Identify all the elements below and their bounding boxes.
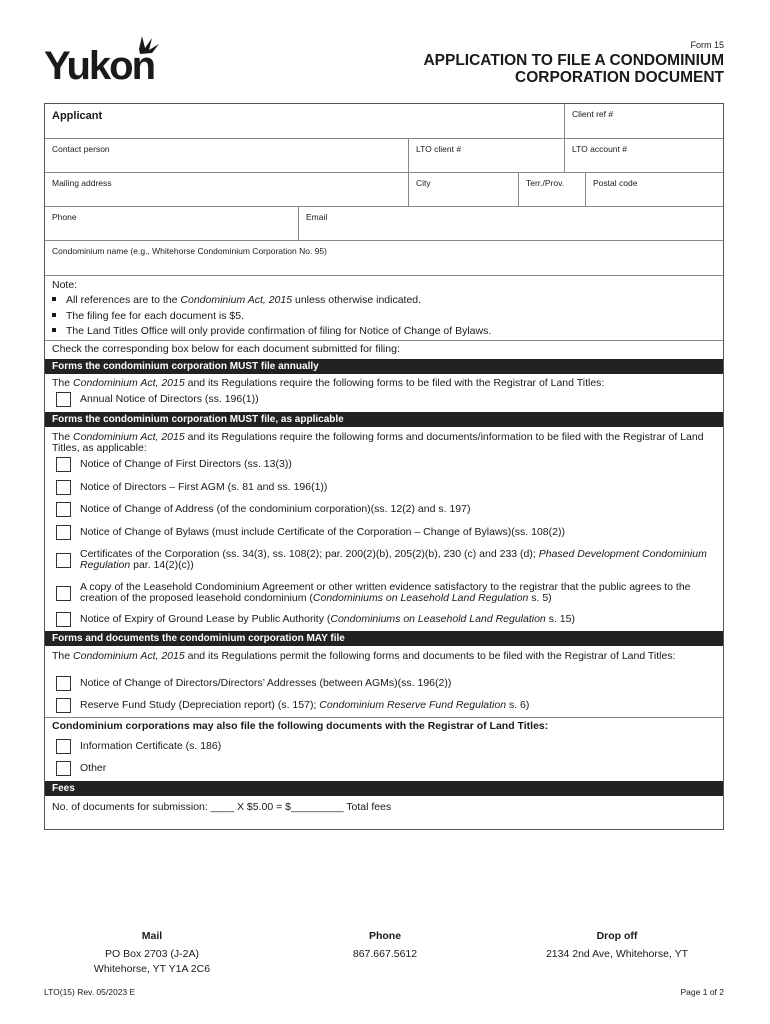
note-heading: Note: (52, 279, 78, 291)
note-bullet-3: The Land Titles Office will only provide confirmation of filing for Notice of Change of Bylaws. (52, 325, 491, 337)
lto-account-field[interactable]: LTO account # (565, 139, 723, 173)
client-ref-field[interactable]: Client ref # (565, 104, 723, 139)
checkbox[interactable] (56, 612, 71, 627)
mail-contact (62, 929, 242, 977)
section-bar-must-applicable: Forms the condominium corporation MUST file, as applicable (45, 412, 723, 427)
intro-may-file: The Condominium Act, 2015 and its Regulations permit the following forms and documents to be filed with the Registrar of Land Titles: (52, 650, 676, 662)
fees-line[interactable]: No. of documents for submission: ____ X $5.00 = $_________ Total fees (52, 801, 392, 813)
section-bar-may-file: Forms and documents the condominium corporation MAY file (45, 631, 723, 646)
item-certificates-corporation: Certificates of the Corporation (ss. 34(3), ss. 108(2); par. 200(2)(b), 205(2)(b), 230 (c) and 233 (d); Phased Development Condominium Regulation par. 14(2)(c)) (56, 549, 715, 573)
checkbox[interactable] (56, 392, 71, 407)
revision-label: LTO(15) Rev. 05/2023 E (44, 987, 136, 997)
checkbox[interactable] (56, 457, 71, 472)
checkbox[interactable] (56, 586, 71, 601)
item-annual-notice-directors: Annual Notice of Directors (ss. 196(1)) (56, 392, 715, 408)
checkbox[interactable] (56, 761, 71, 776)
bullet-icon (52, 313, 56, 317)
item-leasehold-agreement: A copy of the Leasehold Condominium Agreement or other written evidence satisfactory to the registrar that the public agrees to the creation of the proposed leasehold condominium (Condominiums on Leasehold Land Regulation s. 5) (56, 582, 715, 606)
also-file-heading: Condominium corporations may also file the following documents with the Registrar of Land Titles: (52, 720, 549, 732)
phone-heading: Phone (368, 930, 402, 942)
item-other: Other (56, 761, 715, 777)
note-bullet-2: The filing fee for each document is $5. (52, 310, 244, 322)
checkbox[interactable] (56, 676, 71, 691)
mail-line-1: PO Box 2703 (J-2A) (105, 948, 199, 960)
dropoff-address: 2134 2nd Ave, Whitehorse, YT (545, 948, 689, 960)
postal-code-field[interactable]: Postal code (586, 173, 723, 207)
lto-client-field[interactable]: LTO client # (409, 139, 565, 173)
checkbox[interactable] (56, 739, 71, 754)
mail-line-2: Whitehorse, YT Y1A 2C6 (93, 963, 211, 975)
city-field[interactable]: City (409, 173, 519, 207)
page-title (423, 52, 724, 86)
checkbox[interactable] (56, 480, 71, 495)
item-information-certificate: Information Certificate (s. 186) (56, 739, 715, 755)
item-change-of-address: Notice of Change of Address (of the condominium corporation)(ss. 12(2) and s. 197) (56, 502, 715, 518)
item-change-of-bylaws: Notice of Change of Bylaws (must include Certificate of the Corporation – Change of Bylaws)(ss. 108(2)) (56, 525, 715, 541)
check-instruction: Check the corresponding box below for each document submitted for filing: (52, 343, 400, 355)
item-change-first-directors: Notice of Change of First Directors (ss. 13(3)) (56, 457, 715, 473)
applicant-label: Applicant (45, 104, 565, 139)
condominium-name-field[interactable]: Condominium name (e.g., Whitehorse Condominium Corporation No. 95) (45, 241, 723, 276)
yukon-logo (44, 34, 186, 84)
title-line-1: APPLICATION TO FILE A CONDOMINIUM (423, 52, 724, 69)
bullet-icon (52, 328, 56, 332)
mail-heading: Mail (141, 930, 163, 942)
item-change-directors-addresses: Notice of Change of Directors/Directors’ Addresses (between AGMs)(ss. 196(2)) (56, 676, 715, 692)
item-directors-first-agm: Notice of Directors – First AGM (s. 81 and ss. 196(1)) (56, 480, 715, 496)
dropoff-heading: Drop off (596, 930, 638, 942)
checkbox[interactable] (56, 553, 71, 568)
note-bullet-1: All references are to the Condominium Act, 2015 unless otherwise indicated. (52, 294, 421, 306)
checkbox[interactable] (56, 502, 71, 517)
item-expiry-ground-lease: Notice of Expiry of Ground Lease by Public Authority (Condominiums on Leasehold Land Regulation s. 15) (56, 612, 715, 628)
title-line-2: CORPORATION DOCUMENT (515, 69, 724, 86)
email-field[interactable]: Email (299, 207, 723, 241)
phone-contact (295, 929, 475, 962)
intro-must-annually: The Condominium Act, 2015 and its Regulations require the following forms to be filed with the Registrar of Land Titles: (52, 377, 605, 389)
bullet-icon (52, 297, 56, 301)
phone-field[interactable]: Phone (45, 207, 299, 241)
dropoff-contact (517, 929, 717, 962)
item-reserve-fund-study: Reserve Fund Study (Depreciation report) (s. 157); Condominium Reserve Fund Regulation s. 6) (56, 698, 715, 714)
phone-number: 867.667.5612 (352, 948, 418, 960)
checkbox[interactable] (56, 698, 71, 713)
logo-wordmark: Yukon (44, 44, 155, 84)
mailing-address-field[interactable]: Mailing address (45, 173, 409, 207)
contact-person-field[interactable]: Contact person (45, 139, 409, 173)
application-form (44, 103, 724, 830)
terr-prov-field[interactable]: Terr./Prov. (519, 173, 586, 207)
intro-must-applicable: The Condominium Act, 2015 and its Regulations require the following forms and documents/information to be filed with the Registrar of Land Titles, as applicable: (52, 431, 704, 454)
checkbox[interactable] (56, 525, 71, 540)
form-number: Form 15 (690, 40, 724, 50)
section-bar-must-annually: Forms the condominium corporation MUST file annually (45, 359, 723, 374)
section-bar-fees: Fees (45, 781, 723, 796)
page-number: Page 1 of 2 (680, 987, 724, 997)
